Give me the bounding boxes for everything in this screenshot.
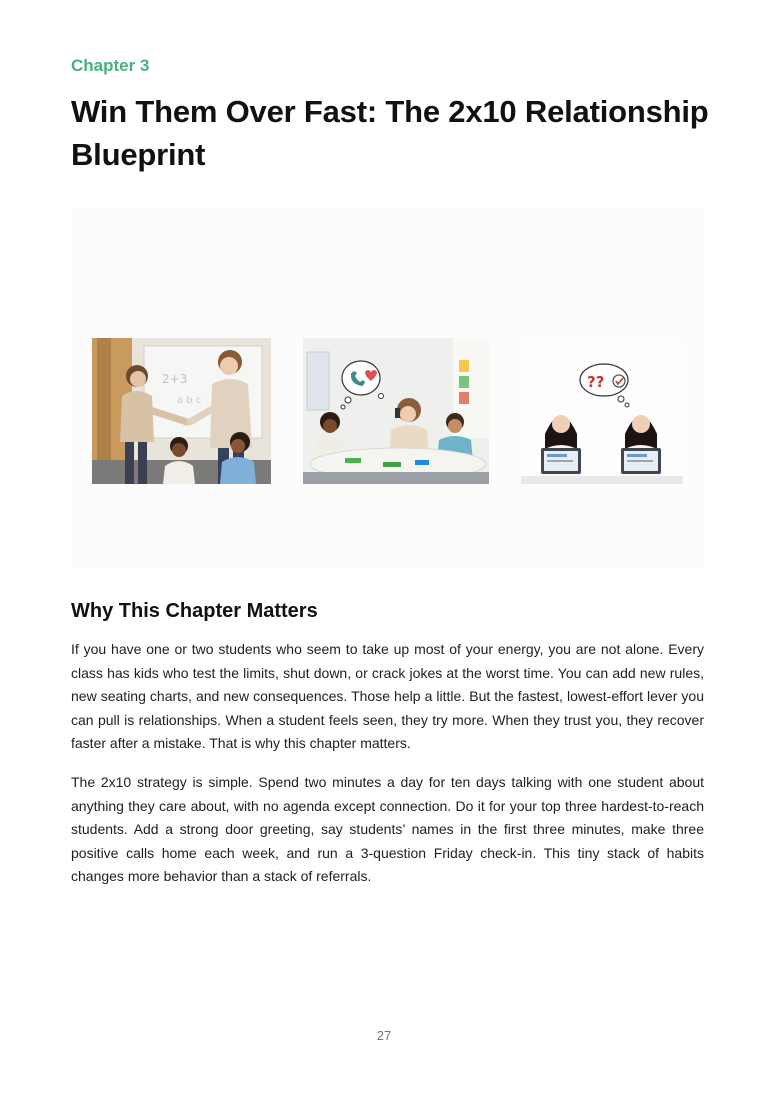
body-paragraph-2: The 2x10 strategy is simple. Spend two minutes a day for ten days talking with one student about anything they care about, with no agenda except connection. Do it for your top three hardest-to-reach students. Add a strong door greeting, say students’ names in the first three minutes, make three positive calls home each week, and run a 3-question Friday check-in. This tiny stack of habits changes more behavior than a stack of referrals.	[71, 774, 704, 884]
chapter-label: Chapter 3	[71, 56, 150, 75]
svg-text:a b c: a b c	[177, 395, 202, 406]
page-number: 27	[376, 1028, 392, 1043]
phone-call-photo	[303, 338, 489, 484]
thought-question-marks: ??	[587, 373, 605, 391]
body-paragraph-1: If you have one or two students who seem to take up most of your energy, you are not alone. Every class has kids who test the limits, shut down, or crack jokes at the worst time. You can add new rules, new seating charts, and new consequences. Those help a little. But the fastest, lowest-effort lever you can pull is relationships. When a student feels seen, they try more. When they trust you, they recover faster after a mistake. That is why this chapter matters.	[71, 641, 704, 751]
checkin-photo	[521, 338, 683, 484]
chapter-title: Win Them Over Fast: The 2x10 Relationship Blueprint	[71, 94, 709, 172]
section-heading: Why This Chapter Matters	[71, 600, 318, 622]
svg-text:2+3: 2+3	[162, 372, 188, 386]
greeting-photo	[92, 338, 271, 484]
illustration-figure	[71, 208, 704, 568]
